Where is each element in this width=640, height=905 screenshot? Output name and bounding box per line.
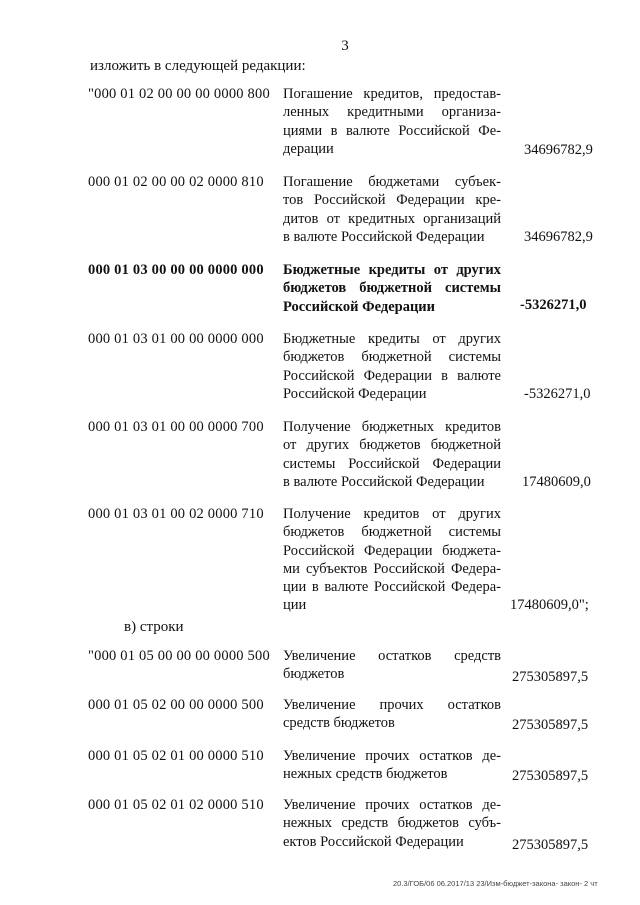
description-line: бюджетов бюджетной системы bbox=[283, 280, 501, 297]
intro-text: изложить в следующей редакции: bbox=[90, 58, 306, 74]
description-line: ции bbox=[283, 597, 307, 614]
row-description bbox=[283, 747, 501, 784]
description-line: ми субъектов Российской Федера- bbox=[283, 560, 501, 577]
description-line: Российской Федерации bbox=[283, 385, 427, 402]
row-amount: 275305897,5 bbox=[512, 768, 589, 784]
description-line: Увеличение прочих остатков де- bbox=[283, 748, 501, 764]
row-description bbox=[283, 261, 501, 316]
row-amount: 17480609,0"; bbox=[510, 597, 589, 613]
section-label: в) строки bbox=[124, 619, 184, 635]
description-line: нежных средств бюджетов субъ- bbox=[283, 815, 501, 832]
description-line: Погашение кредитов, предостав- bbox=[283, 86, 501, 102]
row-amount: 275305897,5 bbox=[512, 669, 589, 685]
budget-code: "000 01 02 00 00 00 0000 800 bbox=[88, 86, 270, 102]
description-line: Российской Федерации bbox=[283, 298, 436, 315]
document-footer: 20.3/ГОБ/06 06.2017/13 23/Изм-бюджет-закона- закон- 2 чт bbox=[393, 879, 598, 888]
description-line: в валюте Российской Федерации bbox=[283, 473, 485, 490]
row-amount: -5326271,0 bbox=[520, 297, 587, 313]
description-line: Получение бюджетных кредитов bbox=[283, 419, 501, 435]
description-line: Увеличение прочих остатков bbox=[283, 697, 501, 713]
description-line: Погашение бюджетами субъек- bbox=[283, 174, 501, 190]
row-description bbox=[283, 418, 501, 491]
budget-code: "000 01 05 00 00 00 0000 500 bbox=[88, 648, 270, 664]
description-line: циями в валюте Российской Фе- bbox=[283, 122, 501, 139]
budget-code: 000 01 03 00 00 00 0000 000 bbox=[88, 262, 264, 278]
row-amount: 275305897,5 bbox=[512, 837, 589, 853]
row-description bbox=[283, 796, 501, 851]
row-description bbox=[283, 85, 501, 158]
description-line: ектов Российской Федерации bbox=[283, 833, 464, 850]
description-line: дитов от кредитных организаций bbox=[283, 210, 501, 227]
row-description bbox=[283, 647, 501, 684]
row-description bbox=[283, 505, 501, 615]
budget-code: 000 01 03 01 00 02 0000 710 bbox=[88, 506, 264, 522]
budget-code: 000 01 03 01 00 00 0000 700 bbox=[88, 419, 264, 435]
description-line: бюджетов бюджетной системы bbox=[283, 524, 501, 541]
description-line: средств бюджетов bbox=[283, 715, 395, 732]
row-amount: 34696782,9 bbox=[524, 142, 593, 158]
budget-code: 000 01 03 01 00 00 0000 000 bbox=[88, 331, 264, 347]
row-amount: 275305897,5 bbox=[512, 717, 589, 733]
description-line: Бюджетные кредиты от других bbox=[283, 331, 501, 347]
description-line: Российской Федерации бюджета- bbox=[283, 542, 501, 559]
description-line: бюджетов bbox=[283, 666, 345, 683]
description-line: тов Российской Федерации кре- bbox=[283, 192, 501, 209]
budget-code: 000 01 05 02 01 02 0000 510 bbox=[88, 797, 264, 813]
description-line: Получение кредитов от других bbox=[283, 506, 501, 522]
page-number: 3 bbox=[341, 38, 349, 54]
budget-code: 000 01 05 02 01 00 0000 510 bbox=[88, 748, 264, 764]
description-line: Увеличение прочих остатков де- bbox=[283, 797, 501, 813]
row-description bbox=[283, 696, 501, 733]
row-amount: 34696782,9 bbox=[524, 229, 593, 245]
description-line: дерации bbox=[283, 140, 334, 157]
row-amount: 17480609,0 bbox=[522, 474, 591, 490]
description-line: в валюте Российской Федерации bbox=[283, 228, 485, 245]
description-line: ленных кредитными организа- bbox=[283, 104, 501, 121]
description-line: от других бюджетов бюджетной bbox=[283, 437, 501, 454]
description-line: нежных средств бюджетов bbox=[283, 766, 448, 783]
budget-code: 000 01 02 00 00 02 0000 810 bbox=[88, 174, 264, 190]
description-line: ции в валюте Российской Федера- bbox=[283, 579, 501, 596]
row-description bbox=[283, 173, 501, 246]
description-line: бюджетов бюджетной системы bbox=[283, 349, 501, 366]
description-line: системы Российской Федерации bbox=[283, 455, 501, 472]
row-description bbox=[283, 330, 501, 403]
description-line: Бюджетные кредиты от других bbox=[283, 262, 501, 278]
budget-code: 000 01 05 02 00 00 0000 500 bbox=[88, 697, 264, 713]
row-amount: -5326271,0 bbox=[524, 386, 591, 402]
description-line: Увеличение остатков средств bbox=[283, 648, 501, 664]
description-line: Российской Федерации в валюте bbox=[283, 367, 501, 384]
